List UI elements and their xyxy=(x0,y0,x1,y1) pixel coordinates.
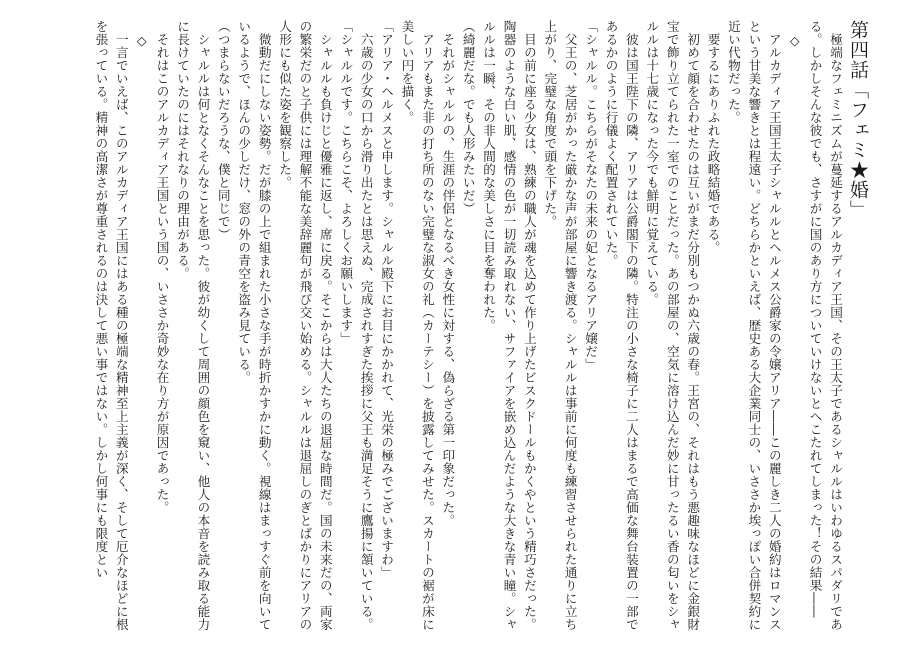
paragraph: 父王の、芝居がかった厳かな声が部屋に響き渡る。シャルルは事前に何度も練習させられた通りに立ち上がり、完璧な角度で頭を下げた。 xyxy=(542,20,578,631)
section-separator: ◇ xyxy=(787,32,803,48)
paragraph: 一言でいえば、このアルカディア王国にはある種の極端な精神至上主義が深く、そして厄介なほどに根を張っている。精神の高潔さが尊重されるのは決して悪い事ではない。しかし何事にも限度とい xyxy=(93,20,129,631)
paragraph: それがシャルルの、生涯の伴侶となるべき女性に対する、偽らざる第一印象だった。 xyxy=(440,32,456,527)
paragraph: シャルルも負けじと優雅に返し、席に戻る。そこからは大人たちの退屈な時間だ。国の未来だの、両家の繁栄だのと子供には理解不能な美辞麗句が飛び交い始める。シャルルは退屈しのぎとばかりにアリアの人形にも似た姿を観察した。 xyxy=(277,20,333,631)
section-separator: ◇ xyxy=(134,32,150,48)
paragraph: 微動だにしない姿勢。だが膝の上で組まれた小さな手が時折かすかに動く。視線はまっすぐ前を向いているようで、ほんの少しだけ、窓の外の青空を盗み見ている。 xyxy=(236,20,272,631)
paragraph: 彼は国王陛下の隣、アリアは公爵閣下の隣。特注の小さな椅子に二人はまるで高価な舞台装置の一部であるかのように行儀よく配置されていた。 xyxy=(603,20,639,631)
paragraph: 目の前に座る少女は、熟練の職人が魂を込めて作り上げたビスクドールもかくやという精巧さだった。陶器のような白い肌、感情の色が一切読み取れない、サファイアを嵌め込んだような大きな青い瞳。シャルルは一瞬、その非人間的な美しさに目を奪われた。 xyxy=(481,20,537,631)
chapter-title: 第四話「フェミ★婚」 xyxy=(847,20,869,220)
paragraph: 初めて顔を合わせたのは互いがまだ分別もつかぬ六歳の春。王宮の、それはもう悪趣味なほどに金銀財宝で飾り立てられた一室でのことだった。あの部屋の、空気に溶け込んだ妙に甘ったるい香の匂いをシャルルは十七歳になった今でも鮮明に覚えている。 xyxy=(644,20,701,631)
paragraph: 「シャルルです。こちらこそ、よろしくお願いします」 xyxy=(338,20,354,345)
paragraph: アリアもまた非の打ち所のない完璧な淑女の礼（カーテシー）を披露してみせた。スカートの裾が床に美しい円を描く。 xyxy=(399,20,435,631)
paragraph: シャルルは何となくそんなことを思った。彼が幼くして周囲の顔色を窺い、他人の本音を読み取る能力に長けていたのにはそれなりの理由がある。 xyxy=(175,20,211,631)
paragraph: （綺麗だな。でも人形みたいだ） xyxy=(460,20,476,215)
paragraph: それはこのアルカディア王国という国の、いささか奇妙な在り方が原因であった。 xyxy=(154,32,170,514)
paragraph: アルカディア王国王太子シャルルとヘルメス公爵家の令嬢アリア――この麗しき二人の婚約はロマンスという甘美な響きとは程遠い。どちらかといえば、歴史ある大企業同士の、いささか埃っぽい合併契約に近い代物だった。 xyxy=(725,20,782,631)
paragraph: 六歳の少女の口から滑り出たとは思えぬ、完成されすぎた挨拶に父王も満足そうに鷹揚に頷いている。 xyxy=(358,32,374,631)
paragraph: 「シャルル。こちらがそなたの未来の妃となるアリア嬢だ」 xyxy=(583,20,599,371)
paragraph: 要するにありふれた政略結婚である。 xyxy=(705,32,721,254)
paragraph: （つまらないだろうな、僕と同じで） xyxy=(215,20,231,241)
novel-text-column xyxy=(20,20,871,635)
paragraph: 極端なフェミニズムが蔓延するアルカディア王国、その王太子であるシャルルはいわゆるスパダリである。しかしそんな彼でも、さすがに国のあり方についていけないとへこたれてしまった！その結果―― xyxy=(807,20,843,631)
paragraph: 「アリア・ヘルメスと申します。シャルル殿下にお目にかかれて、光栄の極みでございますわ」 xyxy=(379,20,395,579)
body-paragraphs xyxy=(90,20,845,635)
